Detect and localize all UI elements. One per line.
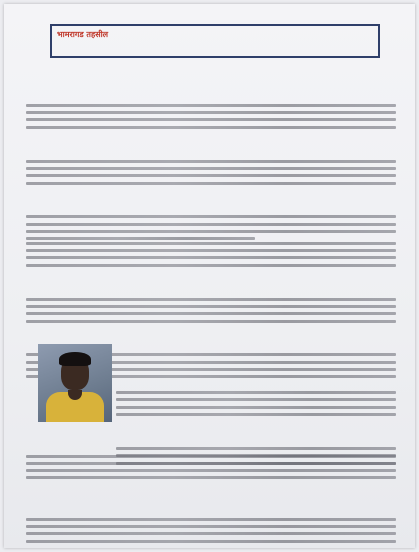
paragraph-4 bbox=[26, 480, 396, 548]
newspaper-page bbox=[4, 4, 415, 548]
headline-line-1: भामरागड तहसील bbox=[57, 30, 109, 39]
portrait-photo bbox=[38, 344, 112, 422]
headline-box bbox=[50, 24, 380, 58]
